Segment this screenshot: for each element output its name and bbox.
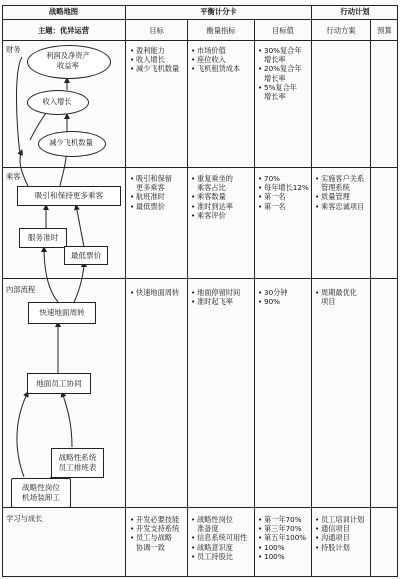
list-item: • 沟通项目 [315, 533, 364, 542]
map-node-attract-passengers: 吸引和保持更多乘客 [17, 186, 121, 206]
list-item: • 100% [258, 552, 306, 561]
list-item: • 员工与战略 协调一致 [130, 533, 179, 551]
list-item: • 90% [258, 297, 288, 306]
header-balanced-scorecard: 平衡计分卡 [200, 7, 237, 16]
list-item: • 信息系统可用性 [191, 533, 247, 542]
learning-initiatives [315, 515, 364, 552]
header-strategy-map: 战略地图 [48, 7, 79, 16]
internal-targets [258, 288, 288, 306]
list-item: • 第一名 [258, 192, 309, 201]
internal-initiatives [315, 288, 357, 306]
financial-measures [191, 46, 240, 74]
list-item: • 30分钟 [258, 288, 288, 297]
list-item: • 减少飞机数量 [130, 64, 179, 73]
list-item: • 实施客户关系 管理系统 [315, 174, 364, 192]
header-budget: 预算 [377, 26, 392, 35]
list-item: • 100% [258, 543, 306, 552]
financial-targets [258, 46, 302, 101]
list-item: • 战略意识度 [191, 543, 247, 552]
list-item: • 第五年100% [258, 533, 306, 542]
learning-measures [191, 515, 247, 561]
customer-targets [258, 174, 309, 211]
map-node-fewer-planes: 减少飞机数量 [49, 138, 93, 147]
list-item: • 地面停留时间 [191, 288, 240, 297]
map-node-scheduling-system: 战略性系统 员工排班表 [51, 448, 104, 478]
map-node-on-time: 服务准时 [19, 228, 67, 248]
list-item: • 第三年70% [258, 524, 306, 533]
customer-measures [191, 174, 233, 220]
list-item: • 周期最优化 项目 [315, 288, 357, 306]
list-item: • 飞机租赁成本 [191, 64, 240, 73]
list-item: • 开发必要技能 [130, 515, 179, 524]
header-theme: 主题：优异运营 [37, 26, 90, 35]
internal-measures [191, 288, 240, 306]
list-item: • 乘客数量 [191, 192, 233, 201]
list-item: • 持股计划 [315, 543, 364, 552]
list-item: • 员工培训计划 [315, 515, 364, 524]
customer-initiatives [315, 174, 364, 211]
list-item: • 第一名 [258, 202, 309, 211]
list-item: • 30%复合年 增长率 [258, 46, 302, 64]
list-item: • 每年增长12% [258, 183, 309, 192]
list-item: • 盈利能力 [130, 46, 179, 55]
list-item: • 乘客评价 [191, 211, 233, 220]
map-node-profit: 利润及净资产 收益率 [46, 51, 90, 70]
learning-targets [258, 515, 306, 561]
header-measures: 衡量指标 [206, 26, 236, 35]
list-item: • 准时到达率 [191, 202, 233, 211]
header-objectives: 目标 [149, 26, 164, 35]
map-node-lowest-fare: 最低票价 [64, 246, 108, 265]
list-item: • 质量管理 [315, 192, 364, 201]
financial-objectives [130, 46, 179, 74]
list-item: • 座位收入 [191, 55, 240, 64]
section-label-financial: 财务 [6, 45, 21, 54]
internal-objectives [130, 288, 179, 297]
header-targets: 目标值 [272, 26, 294, 35]
list-item: • 重复乘坐的 乘客占比 [191, 174, 233, 192]
list-item: • 20%复合年 增长率 [258, 64, 302, 82]
list-item: • 快速地面周转 [130, 288, 179, 297]
list-item: • 收入增长 [130, 55, 179, 64]
list-item: • 航班准时 [130, 192, 172, 201]
list-item: • 乘客忠诚项目 [315, 202, 364, 211]
list-item: • 战略性岗位 准备度 [191, 515, 247, 533]
map-node-fast-turnaround: 快速地面周转 [28, 302, 96, 324]
header-action-plan: 行动计划 [340, 7, 370, 16]
list-item: • 员工持股比 [191, 552, 247, 561]
list-item: • 开发支持系统 [130, 524, 179, 533]
section-label-learning: 学习与成长 [6, 514, 43, 523]
section-label-customer: 乘客 [6, 172, 21, 181]
learning-objectives [130, 515, 179, 552]
list-item: • 市场价值 [191, 46, 240, 55]
map-node-ramp-agent: 战略性岗位 机场装卸工 [11, 478, 71, 508]
list-item: • 吸引和保留 更多乘客 [130, 174, 172, 192]
map-node-ground-crew: 地面员工协同 [27, 373, 91, 394]
customer-objectives [130, 174, 172, 211]
list-item: • 5%复合年 增长率 [258, 83, 302, 101]
section-label-internal: 内部流程 [6, 285, 36, 294]
list-item: • 第一年70% [258, 515, 306, 524]
header-initiatives: 行动方案 [326, 26, 356, 35]
list-item: • 通信项目 [315, 524, 364, 533]
list-item: • 70% [258, 174, 309, 183]
list-item: • 最低票价 [130, 202, 172, 211]
list-item: • 准时起飞率 [191, 297, 240, 306]
map-node-revenue: 收入增长 [42, 97, 72, 106]
